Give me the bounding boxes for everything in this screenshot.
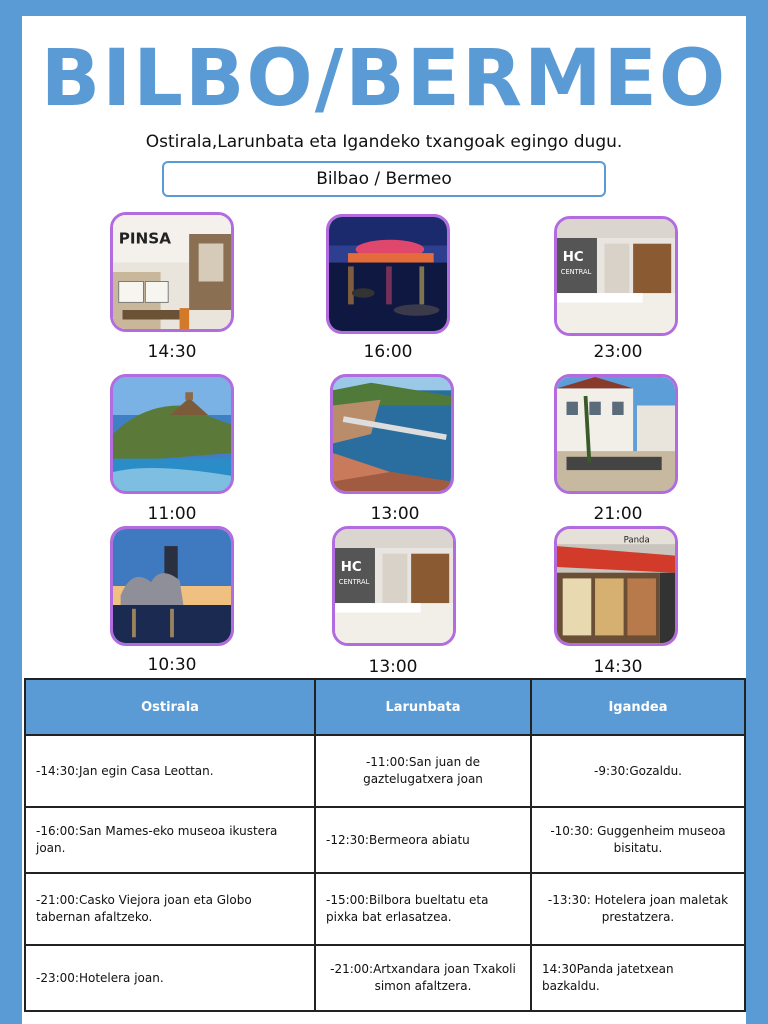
poster-sheet — [22, 16, 746, 1024]
svg-text:HC: HC — [562, 249, 584, 265]
hotel-sign-text: CENTRAL — [560, 268, 592, 277]
table-cell: -12:30:Bermeora abiatu — [315, 807, 531, 873]
column-header-igandea: Igandea — [531, 679, 745, 735]
hotel-central-photo — [554, 216, 678, 336]
time-label: 13:00 — [370, 504, 420, 524]
table-cell: 14:30Panda jatetxean bazkaldu. — [531, 945, 745, 1011]
table-cell: -9:30:Gozaldu. — [531, 735, 745, 807]
time-label: 21:00 — [593, 504, 643, 524]
column-header-larunbata: Larunbata — [315, 679, 531, 735]
subtitle: Ostirala,Larunbata eta Igandeko txangoak egingo dugu. — [145, 132, 623, 152]
table-cell: -15:00:Bilbora bueltatu eta pixka bat erlasatzea. — [315, 873, 531, 945]
schedule-table — [24, 678, 746, 1012]
page-title: BILBO/BERMEO — [40, 34, 728, 124]
time-label: 14:30 — [147, 342, 197, 362]
hotel-sign-text: CENTRAL — [338, 578, 370, 587]
schedule-header-row — [25, 679, 745, 735]
time-label: 11:00 — [147, 504, 197, 524]
table-cell: -13:30: Hotelera joan maletak prestatzera. — [531, 873, 745, 945]
time-label: 14:30 — [593, 657, 643, 677]
pinsa-sign-text: PINSA — [118, 229, 172, 248]
table-row — [25, 873, 745, 945]
table-row — [25, 735, 745, 807]
casko-viejo-terrace-photo — [554, 374, 678, 494]
table-cell: -11:00:San juan de gaztelugatxera joan — [315, 735, 531, 807]
table-cell: -14:30:Jan egin Casa Leottan. — [25, 735, 315, 807]
time-label: 13:00 — [368, 657, 418, 677]
svg-text:HC: HC — [340, 559, 362, 575]
table-row — [25, 945, 745, 1011]
time-label: 23:00 — [593, 342, 643, 362]
table-cell: -10:30: Guggenheim museoa bisitatu. — [531, 807, 745, 873]
route-box: Bilbao / Bermeo — [162, 161, 606, 197]
time-label: 16:00 — [363, 342, 413, 362]
bermeo-port-photo — [330, 374, 454, 494]
gaztelugatxe-photo — [110, 374, 234, 494]
column-header-ostirala: Ostirala — [25, 679, 315, 735]
time-label: 10:30 — [147, 655, 197, 675]
panda-sign-text: Panda — [623, 535, 650, 546]
guggenheim-photo — [110, 526, 234, 646]
hotel-central-photo — [332, 526, 456, 646]
panda-shop-photo — [554, 526, 678, 646]
table-row — [25, 807, 745, 873]
table-cell: -21:00:Artxandara joan Txakoli simon afaltzera. — [315, 945, 531, 1011]
restaurant-pinsa-photo — [110, 212, 234, 332]
table-cell: -21:00:Casko Viejora joan eta Globo tabernan afaltzeko. — [25, 873, 315, 945]
table-cell: -16:00:San Mames-eko museoa ikustera joan. — [25, 807, 315, 873]
table-cell: -23:00:Hotelera joan. — [25, 945, 315, 1011]
san-mames-night-photo — [326, 214, 450, 334]
